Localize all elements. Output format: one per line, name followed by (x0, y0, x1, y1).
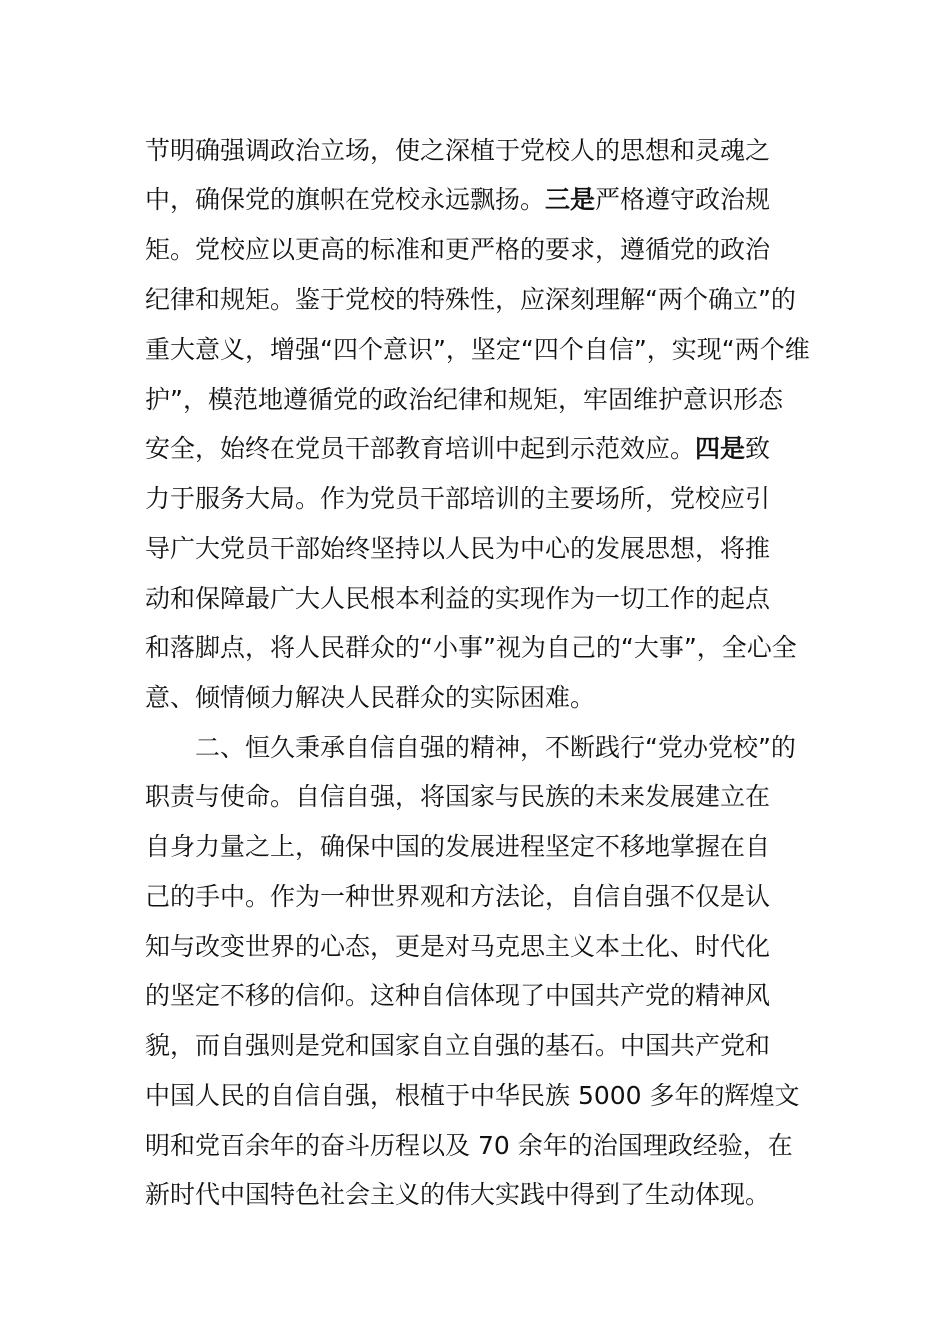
text-line: 意、倾情倾力解决人民群众的实际困难。 (145, 683, 596, 712)
text-line: 和落脚点，将人民群众的“小事”视为自己的“大事”，全心全 (145, 633, 797, 662)
text-line: 节明确强调政治立场，使之深植于党校人的思想和灵魂之 (145, 136, 771, 165)
text-line (145, 180, 770, 220)
text-line: 职责与使命。自信自强，将国家与民族的未来发展建立在 (145, 782, 771, 811)
bold-marker: 三是 (545, 185, 596, 214)
text-line: 护”，模范地遵循党的政治纪律和规矩，牢固维护意识形态 (145, 385, 783, 414)
text-line: 新时代中国特色社会主义的伟大实践中得到了生动体现。 (145, 1180, 771, 1209)
text-line: 自身力量之上，确保中国的发展进程坚定不移地掌握在自 (145, 832, 771, 861)
bold-marker: 四是 (695, 434, 746, 463)
text-line: 导广大党员干部始终坚持以人民为中心的发展思想，将推 (145, 534, 771, 563)
text-segment: 严格遵守政治规 (595, 185, 771, 214)
text-line: 明和党百余年的奋斗历程以及 70 余年的治国理政经验，在 (145, 1131, 793, 1160)
text-line: 的坚定不移的信仰。这种自信体现了中国共产党的精神风 (145, 981, 771, 1010)
text-line: 中国人民的自信自强，根植于中华民族 5000 多年的辉煌文 (145, 1081, 800, 1110)
text-line: 动和保障最广大人民根本利益的实现作为一切工作的起点 (145, 584, 771, 613)
text-segment: 中，确保党的旗帜在党校永远飘扬。 (145, 185, 546, 214)
text-line: 二、恒久秉承自信自强的精神，不断践行“党办党校”的 (195, 733, 796, 762)
text-line: 重大意义，增强“四个意识”，坚定“四个自信”，实现“两个维 (145, 335, 810, 364)
text-segment: 致 (745, 434, 771, 463)
text-line: 知与改变世界的心态，更是对马克思主义本土化、时代化 (145, 932, 771, 961)
text-line: 力于服务大局。作为党员干部培训的主要场所，党校应引 (145, 484, 771, 513)
text-segment: 安全，始终在党员干部教育培训中起到示范效应。 (145, 434, 696, 463)
text-line: 貌，而自强则是党和国家自立自强的基石。中国共产党和 (145, 1031, 771, 1060)
text-line (145, 429, 770, 469)
text-line: 纪律和规矩。鉴于党校的特殊性，应深刻理解“两个确立”的 (145, 285, 796, 314)
text-line: 矩。党校应以更高的标准和更严格的要求，遵循党的政治 (145, 235, 771, 264)
text-line: 己的手中。作为一种世界观和方法论，自信自强不仅是认 (145, 882, 771, 911)
